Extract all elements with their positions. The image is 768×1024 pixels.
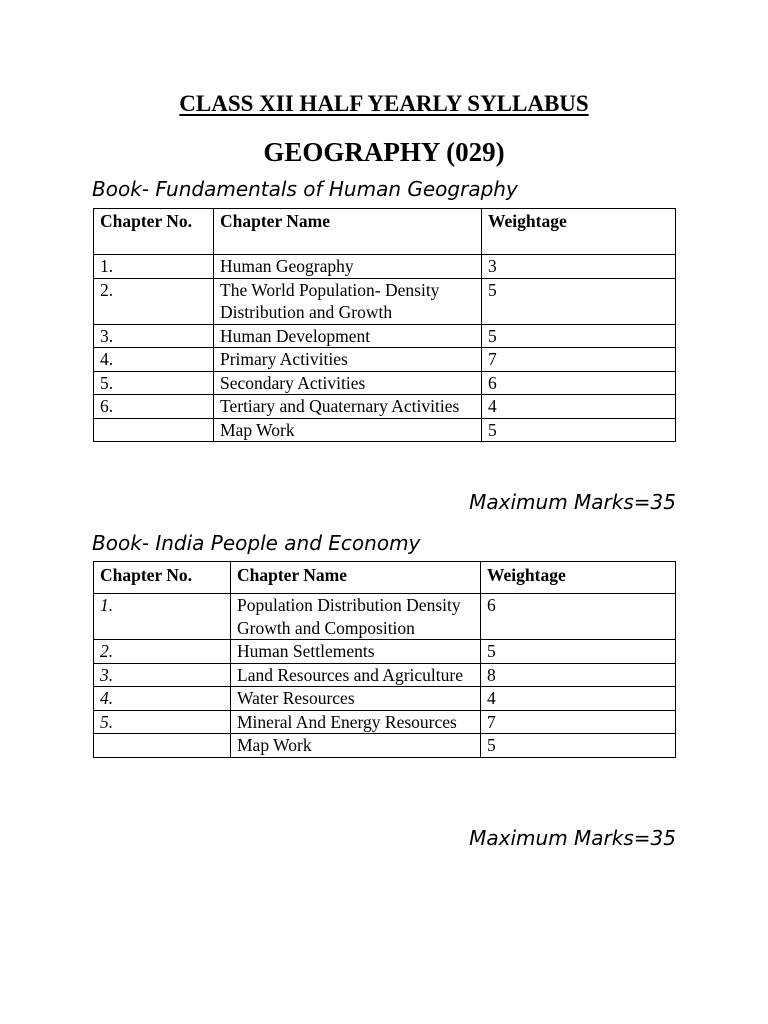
book-2-max-marks: Maximum Marks=35 (469, 826, 676, 850)
column-header-chapter-name: Chapter Name (214, 209, 482, 255)
book-1-max-marks: Maximum Marks=35 (469, 490, 676, 514)
chapter-name: Secondary Activities (214, 371, 482, 395)
book-1-syllabus-table (93, 208, 676, 442)
chapter-no: 3. (94, 324, 214, 348)
table-row (94, 418, 676, 442)
chapter-name: Map Work (231, 734, 481, 758)
column-header-weightage: Weightage (482, 209, 676, 255)
table-row (94, 594, 676, 640)
chapter-weightage: 4 (482, 395, 676, 419)
book-2-heading: Book- India People and Economy (92, 531, 421, 555)
chapter-weightage: 3 (482, 255, 676, 279)
chapter-no: 2. (94, 278, 214, 324)
column-header-weightage: Weightage (481, 562, 676, 594)
page-title: CLASS XII HALF YEARLY SYLLABUS (179, 91, 589, 116)
chapter-weightage: 5 (482, 278, 676, 324)
chapter-weightage: 6 (482, 371, 676, 395)
book-1-heading: Book- Fundamentals of Human Geography (92, 177, 518, 201)
chapter-name: Map Work (214, 418, 482, 442)
table-row (94, 663, 676, 687)
chapter-no: 4. (94, 348, 214, 372)
column-header-chapter-name: Chapter Name (231, 562, 481, 594)
chapter-weightage: 8 (481, 663, 676, 687)
chapter-no: 4. (94, 687, 231, 711)
chapter-weightage: 7 (482, 348, 676, 372)
table-row (94, 710, 676, 734)
table-row (94, 371, 676, 395)
table-row (94, 687, 676, 711)
subject-title: GEOGRAPHY (029) (263, 137, 505, 167)
column-header-chapter-no: Chapter No. (94, 562, 231, 594)
table-row (94, 348, 676, 372)
chapter-no: 1. (94, 594, 231, 640)
chapter-name: Tertiary and Quaternary Activities (214, 395, 482, 419)
chapter-weightage: 4 (481, 687, 676, 711)
chapter-name: Population Distribution Density Growth and Composition (231, 594, 481, 640)
table-header-row (94, 209, 676, 255)
table-row (94, 324, 676, 348)
column-header-chapter-no: Chapter No. (94, 209, 214, 255)
chapter-no: 6. (94, 395, 214, 419)
chapter-name: Human Geography (214, 255, 482, 279)
table-row (94, 734, 676, 758)
chapter-name: Primary Activities (214, 348, 482, 372)
chapter-name: Land Resources and Agriculture (231, 663, 481, 687)
chapter-no (94, 418, 214, 442)
chapter-no: 5. (94, 371, 214, 395)
chapter-no: 2. (94, 640, 231, 664)
chapter-weightage: 5 (481, 734, 676, 758)
chapter-weightage: 5 (482, 418, 676, 442)
table-row (94, 395, 676, 419)
chapter-name: Human Development (214, 324, 482, 348)
chapter-weightage: 7 (481, 710, 676, 734)
table-row (94, 255, 676, 279)
chapter-name: Mineral And Energy Resources (231, 710, 481, 734)
chapter-no: 5. (94, 710, 231, 734)
chapter-no: 3. (94, 663, 231, 687)
table-row (94, 278, 676, 324)
chapter-name: Human Settlements (231, 640, 481, 664)
chapter-no (94, 734, 231, 758)
chapter-weightage: 5 (481, 640, 676, 664)
table-row (94, 640, 676, 664)
chapter-weightage: 6 (481, 594, 676, 640)
book-2-syllabus-table (93, 561, 676, 758)
chapter-no: 1. (94, 255, 214, 279)
chapter-name: Water Resources (231, 687, 481, 711)
chapter-name: The World Population- Density Distribution and Growth (214, 278, 482, 324)
chapter-weightage: 5 (482, 324, 676, 348)
table-header-row (94, 562, 676, 594)
